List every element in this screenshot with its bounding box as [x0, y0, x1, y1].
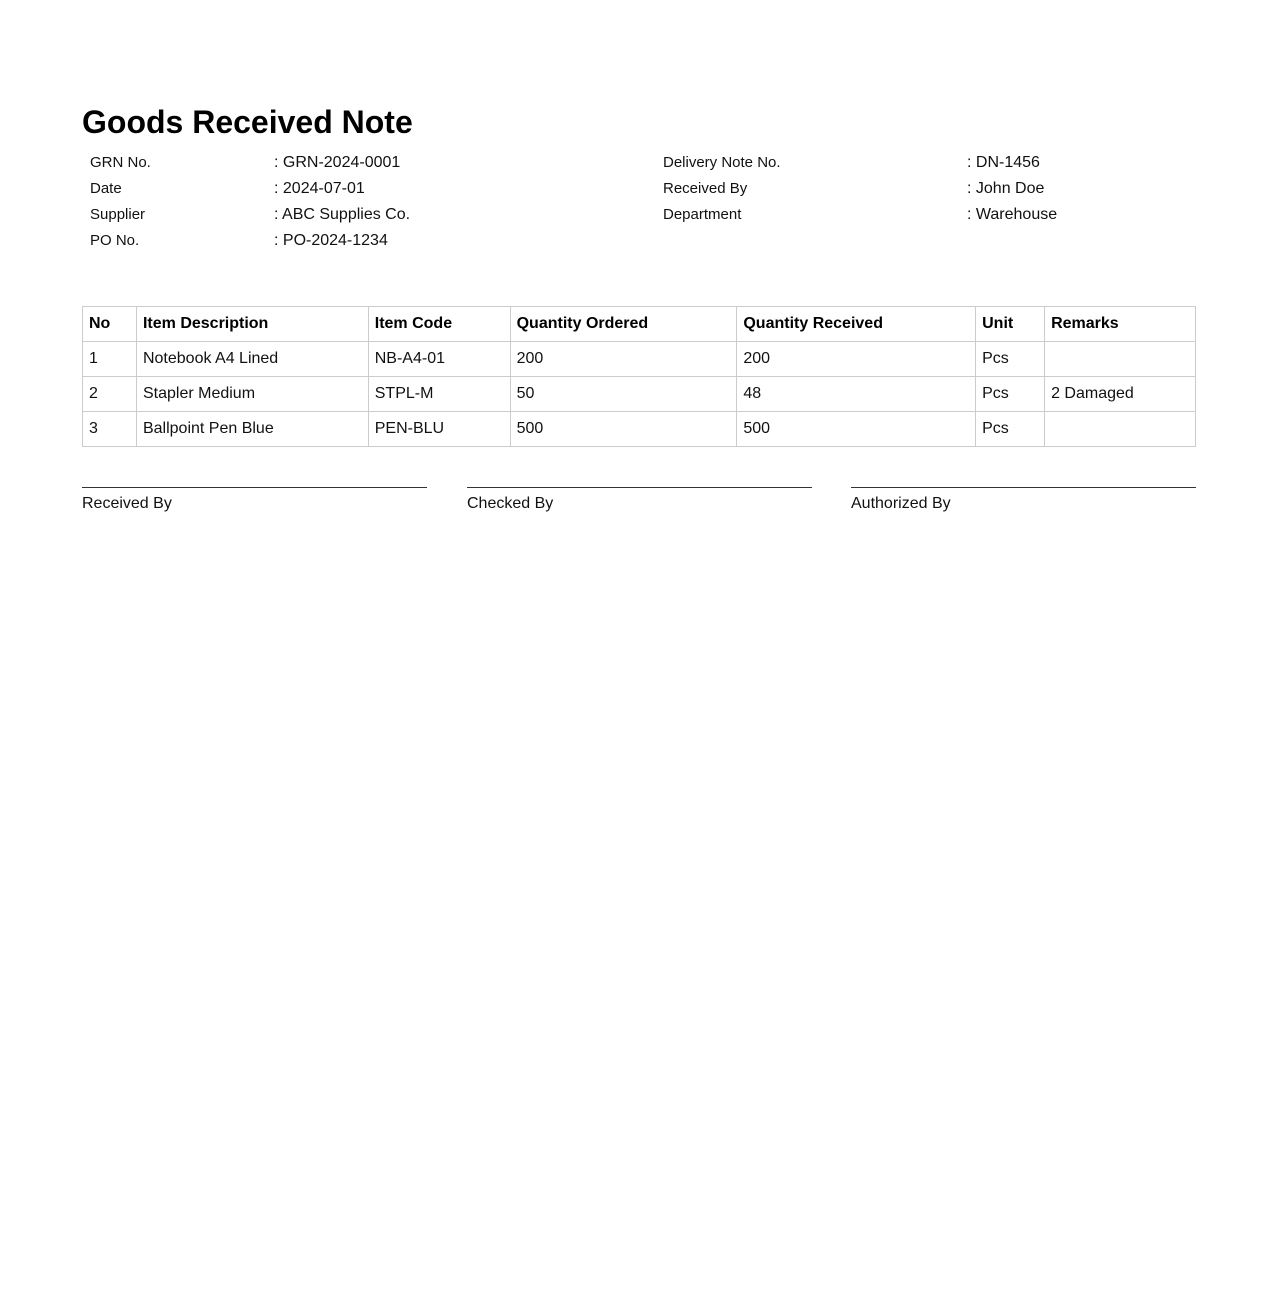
cell-item-code: NB-A4-01: [368, 342, 510, 377]
cell-remarks: [1045, 412, 1196, 447]
info-row-po-no: [90, 228, 590, 254]
cell-quantity-ordered: 50: [510, 377, 737, 412]
cell-item-description: Notebook A4 Lined: [136, 342, 368, 377]
table-header-row: [83, 307, 1196, 342]
signature-block-received-by: [82, 487, 427, 513]
cell-quantity-received: 48: [737, 377, 976, 412]
info-label: Department: [663, 206, 742, 223]
goods-received-note: [82, 100, 1196, 512]
column-header-quantity-received: Quantity Received: [737, 307, 976, 342]
info-value: : DN-1456: [967, 150, 1040, 176]
signature-block-checked-by: [467, 487, 812, 513]
items-table: [82, 306, 1196, 447]
column-header-no: No: [83, 307, 137, 342]
cell-no: 1: [83, 342, 137, 377]
cell-item-description: Stapler Medium: [136, 377, 368, 412]
signature-line: [82, 487, 427, 488]
info-row-department: [663, 202, 1163, 228]
table-row: [83, 377, 1196, 412]
info-value: : John Doe: [967, 176, 1044, 202]
info-row-grn-no: [90, 150, 590, 176]
info-label: Received By: [663, 180, 748, 197]
cell-no: 3: [83, 412, 137, 447]
cell-item-description: Ballpoint Pen Blue: [136, 412, 368, 447]
column-header-remarks: Remarks: [1045, 307, 1196, 342]
info-label: GRN No.: [90, 154, 151, 171]
cell-item-code: STPL-M: [368, 377, 510, 412]
signature-block-authorized-by: [851, 487, 1196, 513]
cell-remarks: 2 Damaged: [1045, 377, 1196, 412]
info-row-delivery-note-no: [663, 150, 1163, 176]
cell-unit: Pcs: [976, 342, 1045, 377]
signature-label: Authorized By: [851, 495, 951, 512]
cell-quantity-ordered: 200: [510, 342, 737, 377]
signature-label: Received By: [82, 495, 172, 512]
info-value: : GRN-2024-0001: [274, 150, 400, 176]
signature-line: [851, 487, 1196, 488]
column-header-quantity-ordered: Quantity Ordered: [510, 307, 737, 342]
document-title: Goods Received Note: [82, 104, 413, 140]
signature-label: Checked By: [467, 495, 554, 512]
info-label: Supplier: [90, 206, 146, 223]
cell-unit: Pcs: [976, 412, 1045, 447]
column-header-item-code: Item Code: [368, 307, 510, 342]
signature-line: [467, 487, 812, 488]
cell-no: 2: [83, 377, 137, 412]
info-row-supplier: [90, 202, 590, 228]
cell-unit: Pcs: [976, 377, 1045, 412]
info-label: Delivery Note No.: [663, 154, 781, 171]
info-value: : 2024-07-01: [274, 176, 365, 202]
cell-quantity-received: 500: [737, 412, 976, 447]
column-header-item-description: Item Description: [136, 307, 368, 342]
table-row: [83, 342, 1196, 377]
info-label: Date: [90, 180, 122, 197]
info-value: : PO-2024-1234: [274, 228, 388, 254]
info-label: PO No.: [90, 232, 140, 249]
column-header-unit: Unit: [976, 307, 1045, 342]
info-value: : Warehouse: [967, 202, 1057, 228]
info-row-date: [90, 176, 590, 202]
info-value: : ABC Supplies Co.: [274, 202, 410, 228]
cell-remarks: [1045, 342, 1196, 377]
cell-quantity-ordered: 500: [510, 412, 737, 447]
header-info: [82, 144, 1196, 274]
table-row: [83, 412, 1196, 447]
info-row-received-by: [663, 176, 1163, 202]
cell-quantity-received: 200: [737, 342, 976, 377]
signature-section: [82, 487, 1196, 527]
cell-item-code: PEN-BLU: [368, 412, 510, 447]
